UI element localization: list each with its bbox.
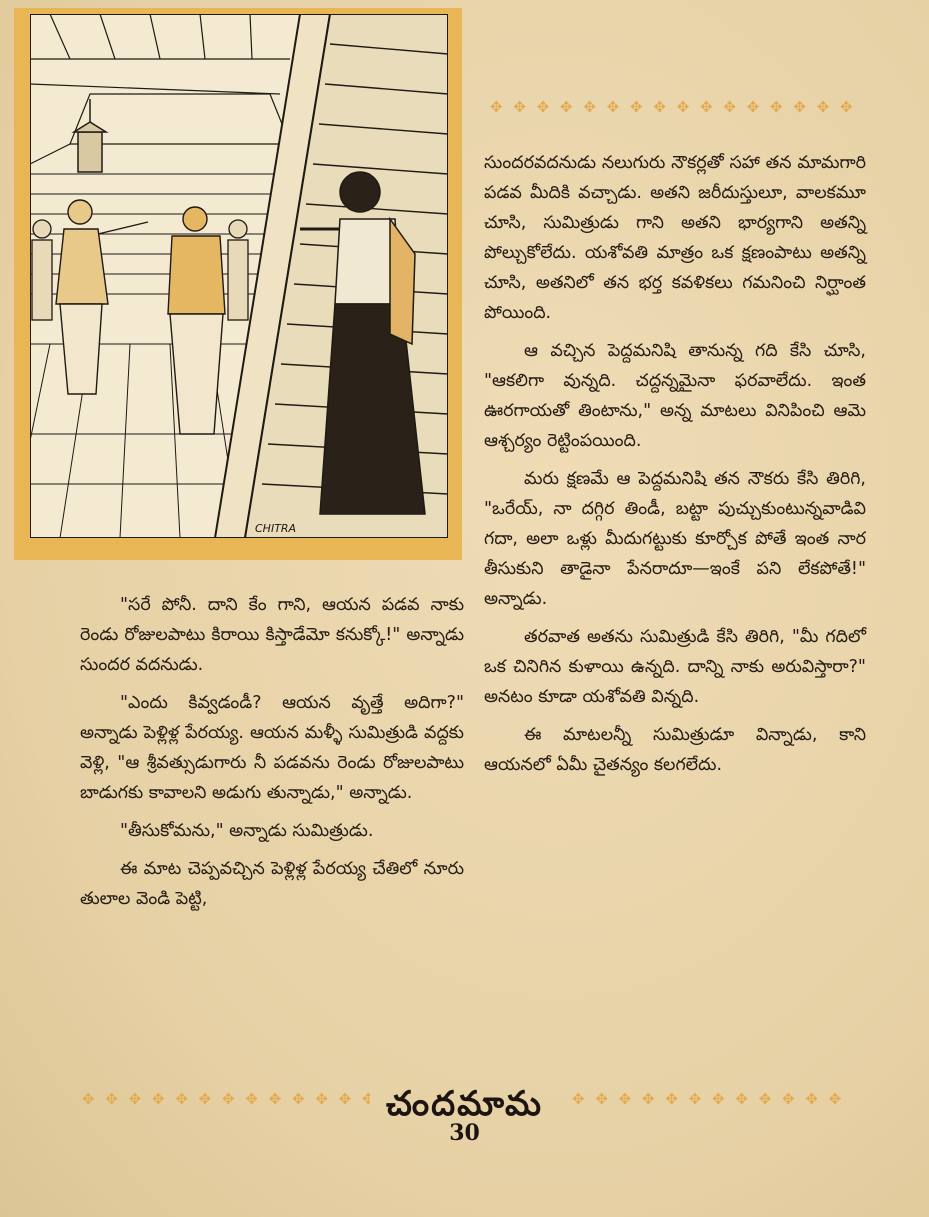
- story-paragraph: ఆ వచ్చిన పెద్దమనిషి తానున్న గది కేసి చూసి, "ఆకలిగా వున్నది. చద్దన్నమైనా ఫరవాలేదు. ఇంత ఊరగాయతో తింటాను," అన్న మాటలు వినిపించి ఆమె ఆశ్చర్యం రెట్టింపయింది.: [484, 341, 866, 451]
- magazine-title: చందమామ: [386, 1084, 543, 1124]
- story-paragraph: ఈ మాటలన్నీ సుమిత్రుడూ విన్నాడు, కాని ఆయనలో ఏమీ చైతన్యం కలగలేదు.: [484, 725, 866, 775]
- artist-signature: CHITRA: [255, 522, 297, 535]
- right-text-column: [484, 148, 866, 788]
- ornament-border-top: [490, 98, 860, 116]
- story-illustration: [30, 14, 448, 538]
- left-text-column: [80, 590, 464, 922]
- story-paragraph: మరు క్షణమే ఆ పెద్దమనిషి తన నౌకరు కేసి తిరిగి, "ఒరేయ్, నా దగ్గిర తిండీ, బట్టా పుచ్చుకుంటున్నవాడివి గదా, అలా ఒళ్లు మీదుగట్టుకు కూర్చోక పోతే ఇంత నార తీసుకుని తాడైనా పేనరాదూ—ఇంకే పని లేకపోతే!" అన్నాడు.: [484, 469, 866, 609]
- story-paragraph: సుందరవదనుడు నలుగురు నౌకర్లతో సహా తన మామగారి పడవ మీదికి వచ్చాడు. అతని జరీదుస్తులూ, వాలకమూ చూసి, సుమిత్రుడు గాని అతని భార్యగాని అతన్ని పోల్చుకోలేదు. యశోవతి మాత్రం ఒక క్షణంపాటు అతన్ని చూసి, అతనిలో తన భర్త కవళికలు గమనించి నిర్ఘాంత పోయింది.: [484, 153, 866, 323]
- story-paragraph: "ఎందు కివ్వడండీ? ఆయన వృత్తే అదిగా?" అన్నాడు పెళ్లిళ్ల పేరయ్య. ఆయన మళ్ళీ సుమిత్రుడి వద్దకు వెళ్లి, "ఆ శ్రీవత్సుడుగారు నీ పడవను రెండు రోజులపాటు బాడుగకు కావాలని అడుగు తున్నాడు," అన్నాడు.: [80, 693, 464, 803]
- story-paragraph: తరవాత అతను సుమిత్రుడి కేసి తిరిగి, "మీ గదిలో ఒక చినిగిన కుళాయి ఉన్నది. దాన్ని నాకు అరువిస్తారా?" అనటం కూడా యశోవతి విన్నది.: [484, 627, 866, 707]
- story-paragraph: ఈ మాట చెప్పవచ్చిన పెళ్లిళ్ల పేరయ్య చేతిలో నూరు తులాల వెండి పెట్టి,: [80, 859, 464, 909]
- story-paragraph: "సరే పోనీ. దాని కేం గాని, ఆయన పడవ నాకు రెండు రోజులపాటు కిరాయి కిస్తాడేమో కనుక్కో!" అన్నాడు సుందర వదనుడు.: [80, 595, 464, 675]
- page-number: 30: [449, 1120, 480, 1146]
- story-paragraph: "తీసుకోమను," అన్నాడు సుమిత్రుడు.: [120, 821, 374, 841]
